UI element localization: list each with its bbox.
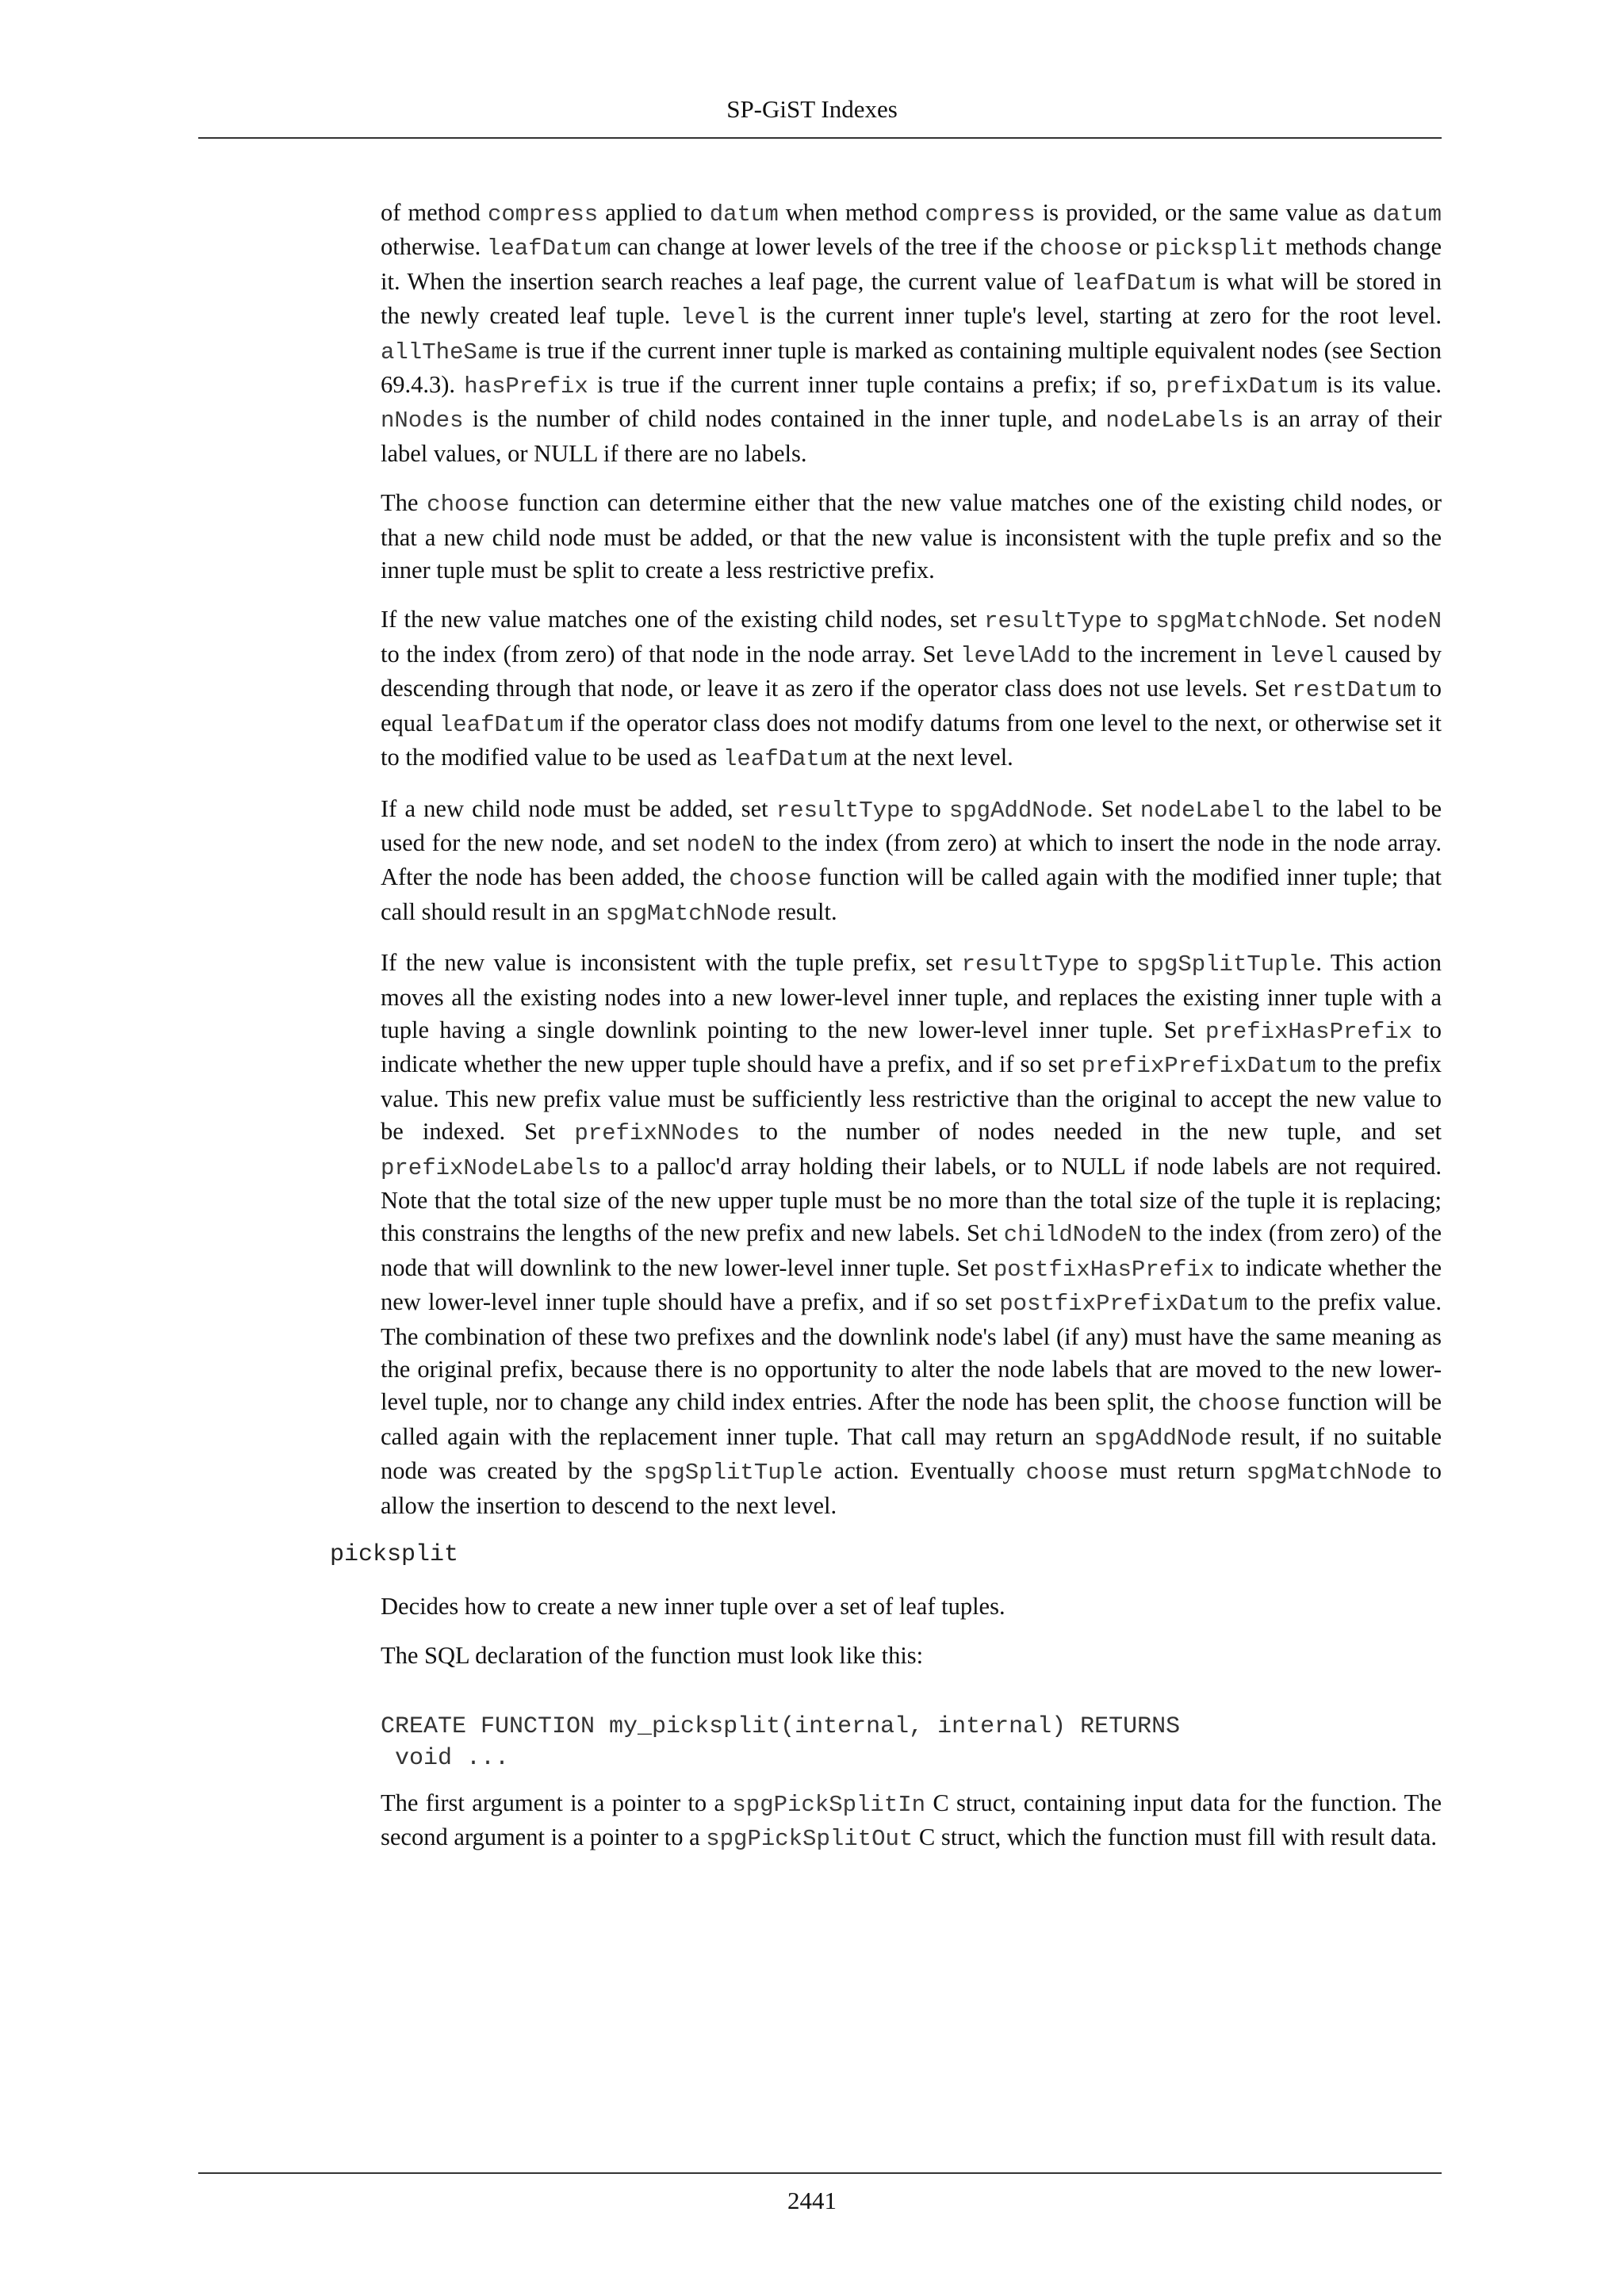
code-term: allTheSame <box>381 339 519 365</box>
code-term: spgSplitTuple <box>643 1460 823 1487</box>
text: to <box>914 794 949 822</box>
definition-term-picksplit: picksplit <box>330 1541 459 1569</box>
paragraph-match-node <box>381 603 1442 775</box>
code-term: prefixNNodes <box>574 1120 741 1147</box>
code-term: prefixDatum <box>1166 373 1318 400</box>
code-term: nNodes <box>381 408 464 434</box>
text: when method <box>778 199 925 226</box>
text: function can determine either that the new value matches one of the existing child nodes, or that a new child node must be added, or that the new value is inconsistent with the tuple prefix and so the inner tuple must be split to create a less restrictive prefix. <box>381 489 1442 584</box>
text: to the index (from zero) of the node that will downlink to the new lower-level inner tuple. Set <box>381 1219 1442 1281</box>
text: caused by descending through that node, or leave it as zero if the operator class does not use levels. Set <box>381 640 1442 702</box>
code-term: choose <box>1025 1460 1109 1487</box>
text: . Set <box>1321 606 1373 633</box>
paragraph-sql-intro: The SQL declaration of the function must look like this: <box>381 1642 924 1670</box>
paragraph-choose-overview <box>381 487 1442 587</box>
code-term: level <box>680 304 750 331</box>
text: to indicate whether the new lower-level inner tuple should have a prefix, and if so set <box>381 1253 1442 1316</box>
code-term: spgAddNode <box>1094 1425 1232 1452</box>
text: methods change it. When the insertion search reaches a leaf page, the current value of <box>381 233 1442 295</box>
text: is the number of child nodes contained in the inner tuple, and <box>463 405 1106 433</box>
header-rule <box>198 137 1442 139</box>
text: is what will be stored in the newly created leaf tuple. <box>381 267 1442 330</box>
text: otherwise. <box>381 233 487 261</box>
text: is its value. <box>1317 371 1442 399</box>
text: action. Eventually <box>822 1457 1026 1485</box>
code-term: spgAddNode <box>948 797 1087 824</box>
code-term: prefixPrefixDatum <box>1081 1053 1316 1080</box>
code-term: spgMatchNode <box>1155 608 1322 635</box>
code-term: childNodeN <box>1003 1222 1142 1249</box>
code-term: choose <box>427 492 510 519</box>
text: result, if no suitable node was created by the <box>381 1422 1442 1485</box>
paragraph-picksplit-arguments <box>381 1787 1442 1856</box>
code-term: prefixNodeLabels <box>381 1154 602 1181</box>
text: of method <box>381 199 488 226</box>
text: to the prefix value. The combination of these two prefixes and the downlink node's label (if any) must have the same meaning as the original prefix, because there is no opportunity to alter the node labels that are moved to the new lower-level tuple, nor to change any child index entries. After the node has been split, the <box>381 1288 1442 1416</box>
text: to the label to be used for the new node, and set <box>381 794 1442 856</box>
code-term: nodeLabels <box>1105 408 1244 434</box>
code-term: spgPickSplitIn <box>732 1791 926 1818</box>
text: C struct, which the function must fill with result data. <box>913 1823 1438 1851</box>
text: If the new value matches one of the existing child nodes, set <box>381 606 985 633</box>
code-term: nodeN <box>1372 608 1442 635</box>
text: is true if the current inner tuple contains a prefix; if so, <box>588 371 1166 399</box>
text: to the number of nodes needed in the new tuple, and set <box>740 1118 1442 1146</box>
document-body <box>330 197 1442 1873</box>
text: or <box>1122 233 1155 261</box>
text: to <box>1122 606 1156 633</box>
text: to the prefix value. This new prefix value must be sufficiently less restrictive than the original to accept the new value to be indexed. Set <box>381 1050 1442 1146</box>
text: . This action moves all the existing nodes into a new lower-level inner tuple, and replaces the existing inner tuple with a tuple having a single downlink pointing to the new lower-level inner tuple. Set <box>381 949 1442 1043</box>
text: to allow the insertion to descend to the next level. <box>381 1457 1442 1519</box>
code-term: datum <box>1372 201 1442 228</box>
code-term: leafDatum <box>439 711 564 738</box>
code-term: compress <box>487 201 599 228</box>
code-term: levelAdd <box>960 642 1071 669</box>
text: The <box>381 489 427 517</box>
text: at the next level. <box>847 744 1013 771</box>
text: to the index (from zero) of that node in the node array. Set <box>381 640 961 668</box>
paragraph-picksplit-description: Decides how to create a new inner tuple over a set of leaf tuples. <box>381 1593 1005 1621</box>
text: to equal <box>381 675 1442 737</box>
text: The first argument is a pointer to a <box>381 1789 733 1816</box>
code-term: hasPrefix <box>464 373 588 400</box>
code-term: leafDatum <box>722 746 848 773</box>
code-term: spgPickSplitOut <box>706 1826 914 1853</box>
text: is provided, or the same value as <box>1035 199 1373 226</box>
text: function will be called again with the replacement inner tuple. That call may return an <box>381 1388 1442 1450</box>
footer-rule <box>198 2172 1442 2174</box>
text: . Set <box>1086 794 1140 822</box>
text: is an array of their label values, or NULL if there are no labels. <box>381 405 1442 467</box>
text: function will be called again with the modified inner tuple; that call should result in an <box>381 863 1442 925</box>
page-number: 2441 <box>787 2187 837 2214</box>
paragraph-add-node <box>381 793 1442 931</box>
code-term: postfixHasPrefix <box>993 1256 1215 1283</box>
code-term: nodeN <box>686 831 756 858</box>
code-term: prefixHasPrefix <box>1205 1018 1412 1045</box>
text: to the increment in <box>1071 640 1270 668</box>
paragraph-split-tuple <box>381 947 1442 1522</box>
code-term: compress <box>925 201 1036 228</box>
code-term: level <box>1269 642 1339 669</box>
code-term: leafDatum <box>486 235 611 262</box>
code-term: spgSplitTuple <box>1136 951 1316 978</box>
text: to a palloc'd array holding their labels, or to NULL if node labels are not required. Note that the total size of the new upper tuple must be no more than the total size of the tuple it is replacing; this constrains the lengths of the new prefix and new labels. Set <box>381 1152 1442 1247</box>
code-term: nodeLabel <box>1139 797 1265 824</box>
text: to the index (from zero) at which to insert the node in the node array. After the node has been added, the <box>381 828 1442 891</box>
page-header-title: SP-GiST Indexes <box>726 95 898 123</box>
code-term: spgMatchNode <box>1246 1460 1412 1487</box>
text: can change at lower levels of the tree if the <box>611 233 1040 261</box>
code-term: resultType <box>961 951 1100 978</box>
text: to <box>1099 949 1137 977</box>
sql-code-block: CREATE FUNCTION my_picksplit(internal, internal) RETURNS void ... <box>381 1712 1181 1772</box>
code-term: picksplit <box>1155 235 1279 262</box>
paragraph-leaf-datum <box>381 197 1442 470</box>
text: If a new child node must be added, set <box>381 794 776 822</box>
code-term: postfixPrefixDatum <box>999 1291 1248 1318</box>
text: to indicate whether the new upper tuple should have a prefix, and if so set <box>381 1016 1442 1078</box>
code-term: leafDatum <box>1071 270 1196 297</box>
code-term: resultType <box>984 608 1123 635</box>
text: C struct, containing input data for the function. The second argument is a pointer to a <box>381 1789 1442 1851</box>
code-term: choose <box>1039 235 1123 262</box>
code-term: restDatum <box>1292 677 1416 704</box>
text: is the current inner tuple's level, starting at zero for the root level. <box>749 302 1442 330</box>
text: must return <box>1109 1457 1247 1485</box>
text: result. <box>771 897 837 925</box>
code-term: spgMatchNode <box>605 900 772 927</box>
code-term: choose <box>1197 1391 1281 1418</box>
code-term: datum <box>709 201 779 228</box>
code-term: choose <box>729 866 812 893</box>
text: applied to <box>598 199 710 226</box>
code-term: resultType <box>776 797 914 824</box>
text: if the operator class does not modify datums from one level to the next, or otherwise set it to the modified value to be used as <box>381 709 1442 771</box>
text: is true if the current inner tuple is marked as containing multiple equivalent nodes (see Section 69.4.3). <box>381 336 1442 399</box>
text: If the new value is inconsistent with the tuple prefix, set <box>381 949 962 977</box>
